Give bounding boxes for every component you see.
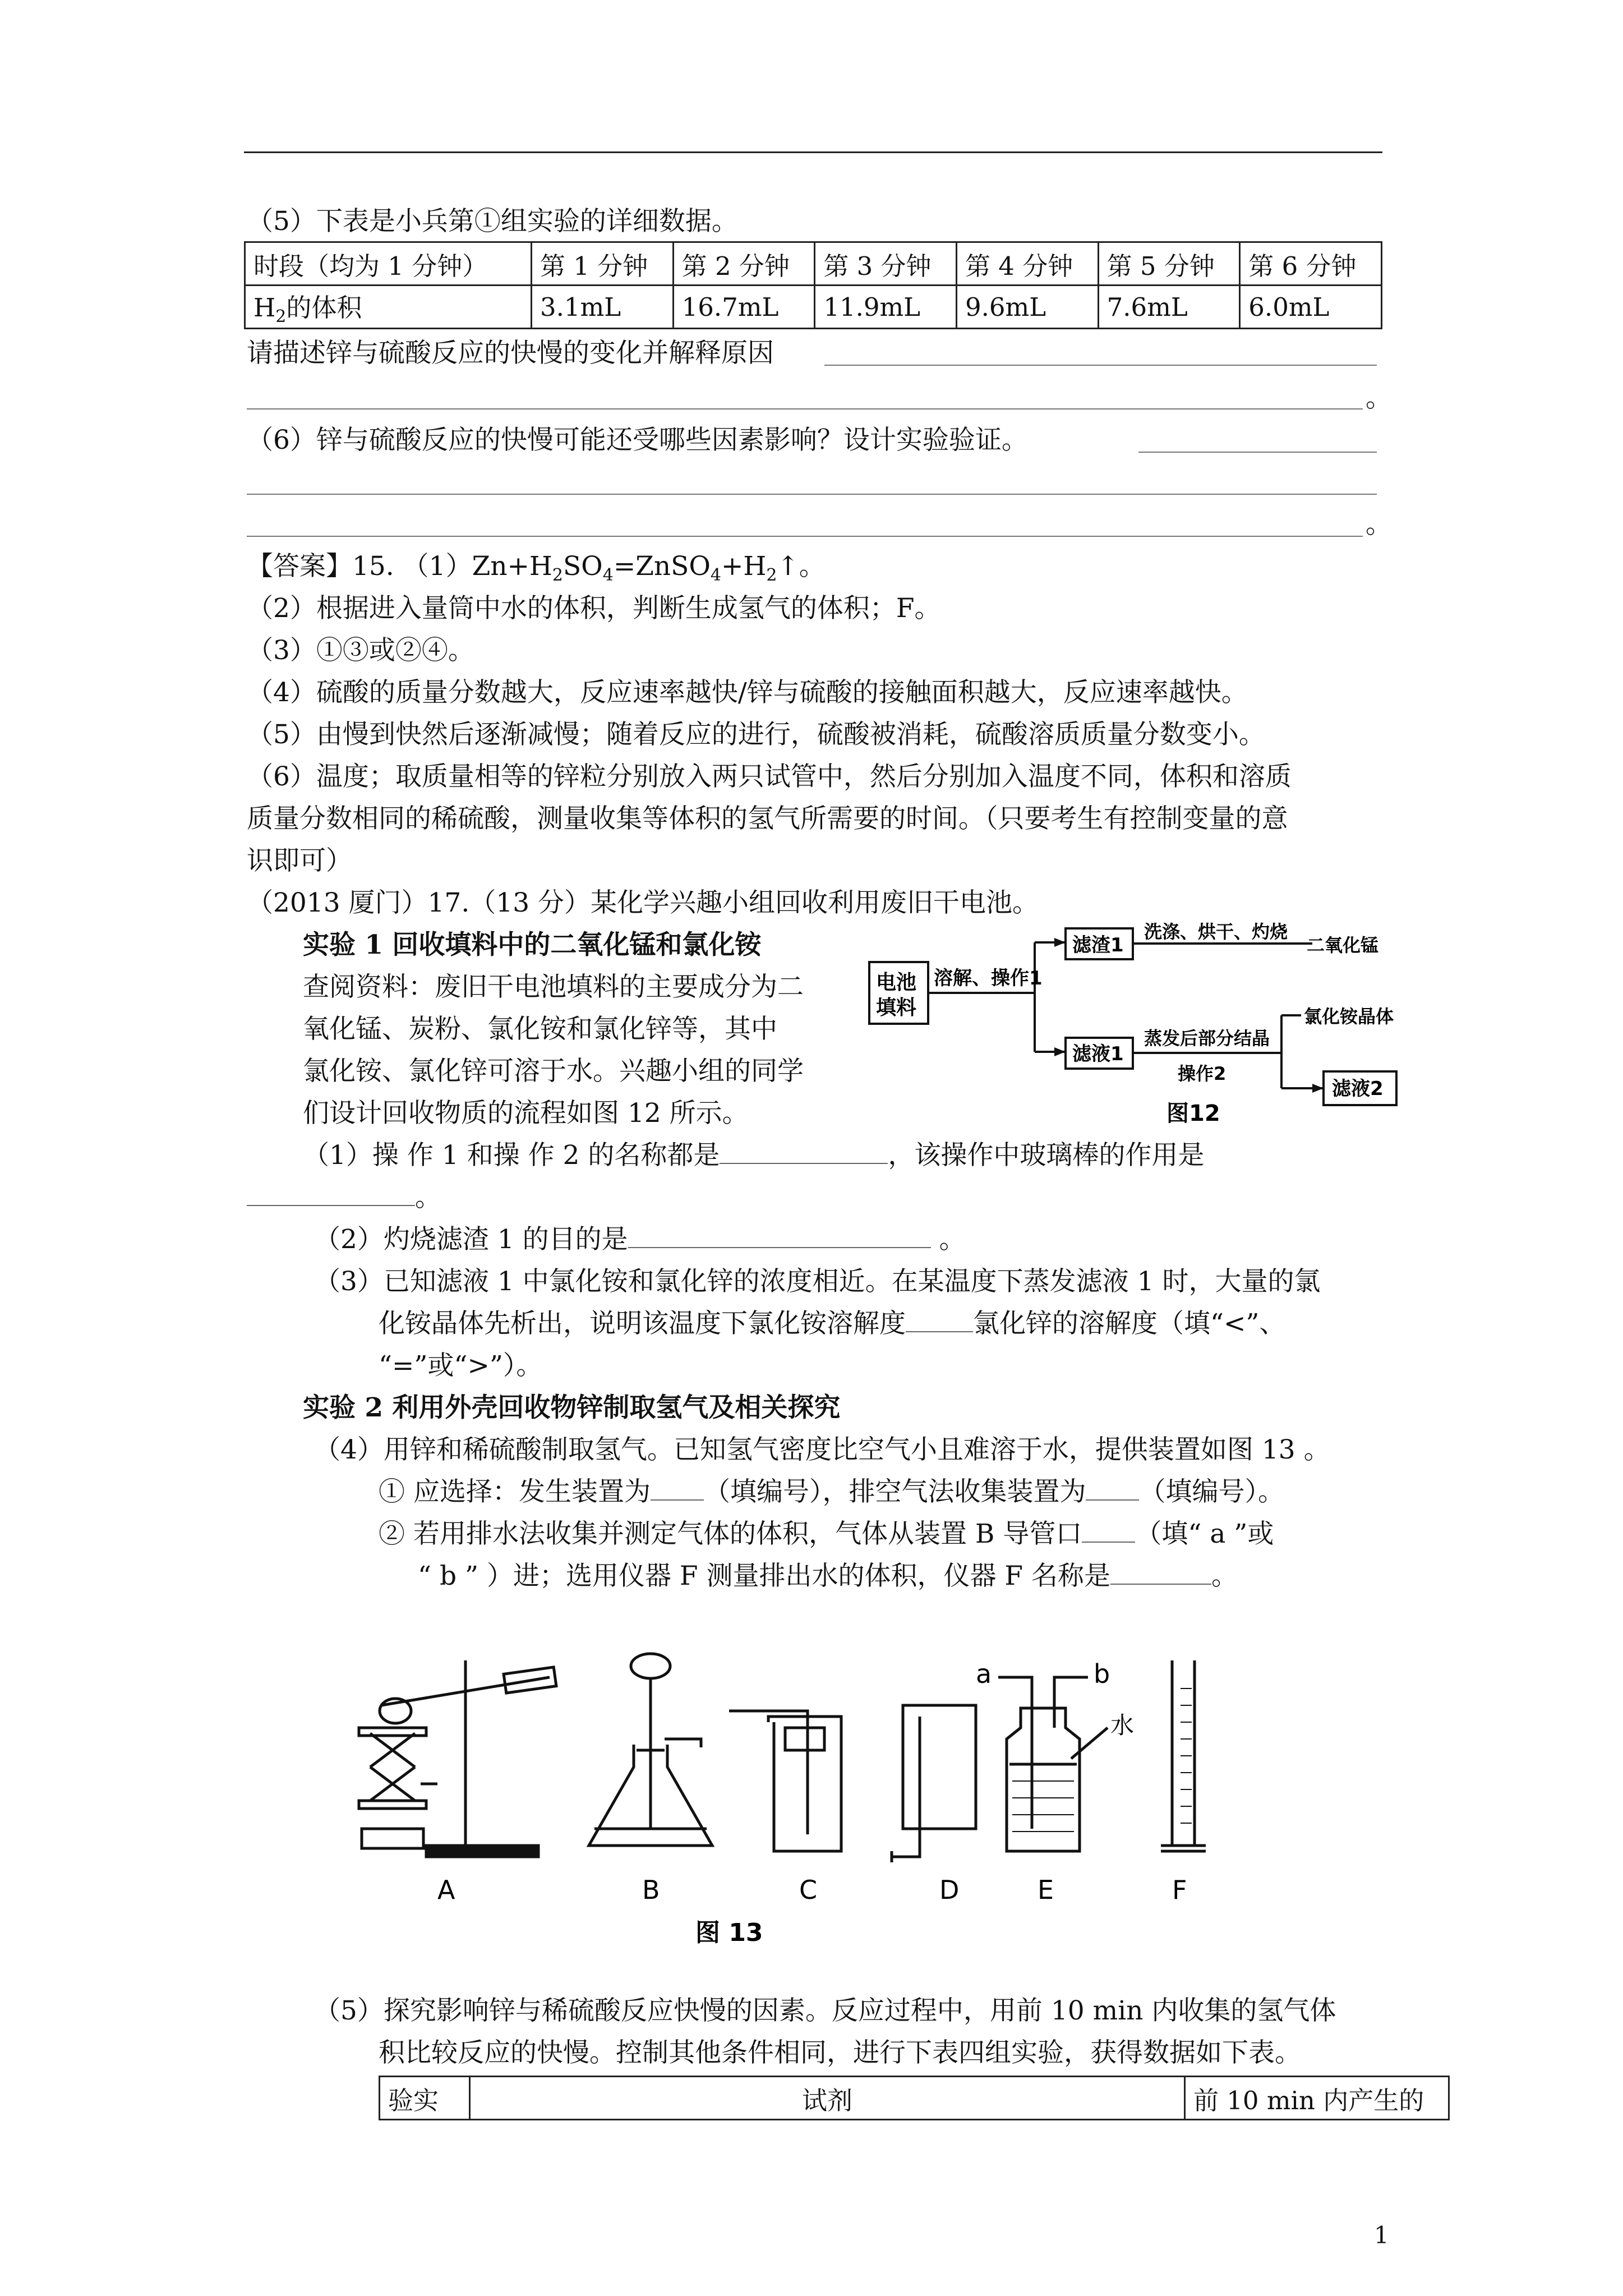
apparatus-d xyxy=(892,1705,976,1862)
label-water: 水 xyxy=(1110,1711,1135,1739)
table-cell: 第 2 分钟 xyxy=(673,242,815,286)
p3-text-a: 化铵晶体先析出，说明该温度下氯化铵溶解度 xyxy=(379,1308,906,1339)
table-row-label xyxy=(245,286,532,329)
flowchart-figure-12 xyxy=(864,920,1413,1133)
answer-3: （3）①③或②④。 xyxy=(247,635,474,666)
table-cell: 前 10 min 内产生的 xyxy=(1185,2077,1449,2120)
a1-pre: 【答案】15. （1）Zn+H xyxy=(247,551,552,582)
table-header-row xyxy=(245,242,1382,286)
p1-line2 xyxy=(247,1181,441,1214)
answer-6-line2: 质量分数相同的稀硫酸，测量收集等体积的氢气所需要的时间。（只要考生有控制变量的意 xyxy=(247,803,1288,834)
answer-blank xyxy=(720,1140,888,1164)
p3-line2 xyxy=(379,1307,1285,1341)
q6-text: （6）锌与硫酸反应的快慢可能还受哪些因素影响？设计实验验证。 xyxy=(247,425,1028,455)
table-cell: 3.1mL xyxy=(532,286,674,329)
answer-blank xyxy=(247,408,1363,409)
answer-blank xyxy=(1138,452,1377,453)
table-cell: 第 1 分钟 xyxy=(532,242,674,286)
a1-sub: 4 xyxy=(710,565,721,585)
row-label-main: H xyxy=(253,293,276,323)
a1-sub: 2 xyxy=(766,565,777,585)
answer-6-line3: 识即可） xyxy=(247,845,352,876)
p2-text-a: （2）灼烧滤渣 1 的目的是 xyxy=(314,1224,628,1255)
apparatus-label: A xyxy=(437,1875,455,1905)
label-b-port: b xyxy=(1094,1659,1110,1689)
answer-blank xyxy=(247,494,1377,495)
p5-line1: （5）探究影响锌与稀硫酸反应快慢的因素。反应过程中，用前 10 min 内收集的氢气体 xyxy=(314,1995,1336,2026)
table-cell: 11.9mL xyxy=(815,286,957,329)
table-cell: 第 6 分钟 xyxy=(1240,242,1382,286)
a1-mid: =ZnSO xyxy=(613,551,711,582)
p4-line2 xyxy=(379,1475,1284,1509)
row-label-sub: 2 xyxy=(275,307,287,326)
table-header-row xyxy=(380,2077,1449,2120)
info-line4: 们设计回收物质的流程如图 12 所示。 xyxy=(303,1098,749,1129)
page-number: 1 xyxy=(1374,2221,1389,2249)
a1-post: ↑。 xyxy=(777,551,826,582)
flow-op2: 操作2 xyxy=(1178,1063,1227,1084)
a1-sub: 4 xyxy=(602,565,614,585)
exp1-title: 实验 1 回收填料中的二氧化锰和氯化铵 xyxy=(303,930,762,960)
answer-6-line1: （6）温度；取质量相等的锌粒分别放入两只试管中，然后分别加入温度不同，体积和溶质 xyxy=(247,761,1292,792)
answer-blank xyxy=(1110,1561,1211,1585)
flow-filtrate2: 滤液2 xyxy=(1332,1078,1384,1100)
answer-blank xyxy=(906,1309,973,1332)
apparatus-label: E xyxy=(1038,1875,1054,1905)
table-cell: 第 3 分钟 xyxy=(815,242,957,286)
p1-text-b: ，该操作中玻璃棒的作用是 xyxy=(888,1140,1205,1171)
p4-text-b: （填编号），排空气法收集装置为 xyxy=(703,1476,1086,1507)
info-line3: 氯化铵、氯化锌可溶于水。兴趣小组的同学 xyxy=(303,1056,804,1087)
apparatus-e xyxy=(998,1677,1108,1851)
flow-filtrate1: 滤液1 xyxy=(1072,1043,1124,1065)
p4-line4 xyxy=(418,1559,1238,1593)
table-cell: 16.7mL xyxy=(673,286,815,329)
apparatus-label: D xyxy=(939,1875,960,1905)
apparatus-c xyxy=(729,1711,841,1851)
p5-line2: 积比较反应的快慢。控制其他条件相同，进行下表四组实验，获得数据如下表。 xyxy=(379,2037,1301,2068)
h2-volume-table xyxy=(244,241,1382,329)
apparatus-label: B xyxy=(642,1875,660,1905)
a1-mid: +H xyxy=(721,551,767,582)
a1-mid: SO xyxy=(562,551,603,582)
flow-wash: 洗涤、烘干、灼烧 xyxy=(1144,921,1288,942)
info-line1: 查阅资料：废旧干电池填料的主要成分为二 xyxy=(303,972,804,1002)
p4-text-a: ① 应选择：发生装置为 xyxy=(379,1476,651,1507)
p3-line3: “=”或“>”）。 xyxy=(379,1350,543,1381)
answer-blank xyxy=(824,365,1377,366)
label-a-port: a xyxy=(976,1659,992,1689)
answer-blank xyxy=(628,1225,931,1248)
flow-filler: 填料 xyxy=(876,996,917,1019)
table-cell: 7.6mL xyxy=(1098,286,1240,329)
answer-2: （2）根据进入量筒中水的体积，判断生成氢气的体积；F。 xyxy=(247,593,941,624)
table-cell: 第 5 分钟 xyxy=(1098,242,1240,286)
p3-text-b: 氯化锌的溶解度（填“<”、 xyxy=(973,1308,1286,1339)
answer-blank xyxy=(1082,1519,1135,1543)
answer-blank xyxy=(1086,1477,1139,1501)
answer-blank xyxy=(247,536,1363,537)
p2-text-b: 。 xyxy=(930,1224,966,1255)
flow-caption: 图12 xyxy=(1166,1101,1220,1126)
experiment-table xyxy=(379,2076,1450,2120)
flow-op1: 溶解、操作1 xyxy=(934,967,1043,990)
q5-intro: （5）下表是小兵第①组实验的详细数据。 xyxy=(247,206,738,237)
p1-line xyxy=(303,1139,1204,1172)
q5-describe: 请描述锌与硫酸反应的快慢的变化并解释原因 xyxy=(247,338,774,369)
table-cell: 第 4 分钟 xyxy=(956,242,1098,286)
table-row xyxy=(245,286,1382,329)
period-mark: 。 xyxy=(1366,383,1392,413)
p4-line1: （4）用锌和稀硫酸制取氢气。已知氢气密度比空气小且难溶于水，提供装置如图 13 。 xyxy=(314,1434,1330,1465)
fig13-caption: 图 13 xyxy=(695,1918,763,1947)
apparatus-b xyxy=(589,1654,712,1846)
answer-blank xyxy=(651,1477,704,1501)
flow-mno2: 二氧化锰 xyxy=(1307,935,1379,956)
table-cell: 验实 xyxy=(380,2077,470,2120)
answer-5: （5）由慢到快然后逐渐减慢；随着反应的进行，硫酸被消耗，硫酸溶质质量分数变小。 xyxy=(247,719,1265,750)
apparatus-a xyxy=(359,1660,556,1857)
p4-text-d: ② 若用排水法收集并测定气体的体积，气体从装置 B 导管口 xyxy=(379,1519,1082,1549)
info-line2: 氧化锰、炭粉、氯化铵和氯化锌等，其中 xyxy=(303,1014,777,1045)
apparatus-label: C xyxy=(799,1875,818,1905)
row-label-tail: 的体积 xyxy=(286,293,362,323)
flow-evap: 蒸发后部分结晶 xyxy=(1144,1028,1270,1049)
p4-line3 xyxy=(379,1517,1274,1551)
table-cell: 试剂 xyxy=(470,2077,1185,2120)
answer-1 xyxy=(247,550,826,592)
q17-title: （2013 厦门）17.（13 分）某化学兴趣小组回收利用废旧干电池。 xyxy=(247,887,1039,918)
a1-sub: 2 xyxy=(552,565,563,585)
flow-nh4cl: 氯化铵晶体 xyxy=(1304,1006,1394,1027)
p4-text-g: 。 xyxy=(1211,1561,1238,1591)
table-cell: 6.0mL xyxy=(1240,286,1382,329)
p3-line1: （3）已知滤液 1 中氯化铵和氯化锌的浓度相近。在某温度下蒸发滤液 1 时，大量的氯 xyxy=(314,1266,1321,1297)
apparatus-figure-13 xyxy=(336,1644,1301,1947)
answer-4: （4）硫酸的质量分数越大，反应速率越快/锌与硫酸的接触面积越大，反应速率越快。 xyxy=(247,677,1248,708)
flow-residue1: 滤渣1 xyxy=(1072,934,1124,956)
flow-battery: 电池 xyxy=(876,971,917,994)
p1-text-a: （1）操 作 1 和操 作 2 的名称都是 xyxy=(303,1140,720,1171)
p4-text-c: （填编号）。 xyxy=(1139,1476,1284,1507)
header-rule xyxy=(244,151,1382,153)
exp2-title: 实验 2 利用外壳回收物锌制取氢气及相关探究 xyxy=(303,1392,841,1423)
p1-text-c: 。 xyxy=(415,1182,441,1213)
answer-blank xyxy=(247,1182,415,1206)
p2-line xyxy=(314,1223,966,1257)
table-cell: 9.6mL xyxy=(956,286,1098,329)
apparatus-label: F xyxy=(1172,1875,1187,1905)
p4-text-f: “ b ” ）进；选用仪器 F 测量排出水的体积，仪器 F 名称是 xyxy=(418,1561,1110,1591)
p4-text-e: （填“ a ”或 xyxy=(1135,1519,1274,1549)
table-cell: 时段（均为 1 分钟） xyxy=(245,242,532,286)
period-mark: 。 xyxy=(1366,509,1392,540)
